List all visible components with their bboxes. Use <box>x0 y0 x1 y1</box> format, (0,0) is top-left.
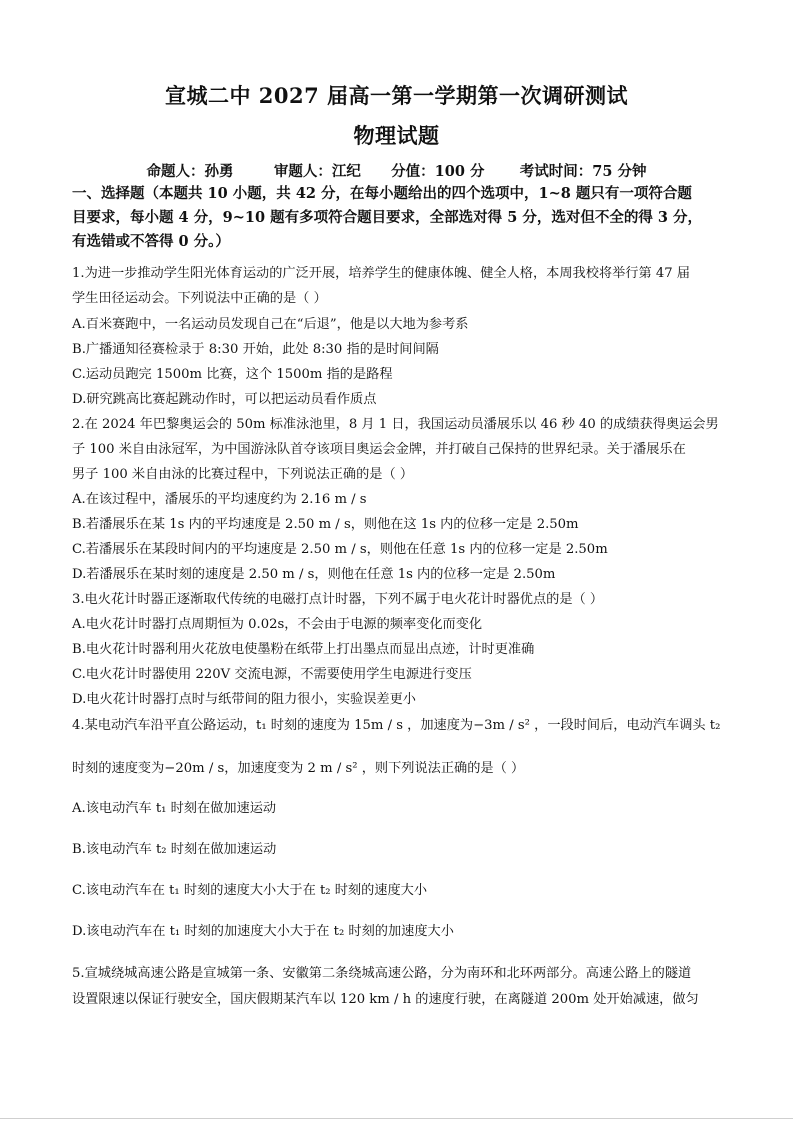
q3-option-d: D.电火花计时器打点时与纸带间的阻力很小，实验误差更小 <box>72 692 416 707</box>
section-instructions <box>72 182 732 254</box>
q4-option-a: A.该电动汽车 t₁ 时刻在做加速运动 <box>72 801 277 816</box>
q4-option-b: B.该电动汽车 t₂ 时刻在做加速运动 <box>72 842 277 857</box>
q4-option-d: D.该电动汽车在 t₁ 时刻的加速度大小大于在 t₂ 时刻的加速度大小 <box>72 924 454 939</box>
q3-option-c: C.电火花计时器使用 220V 交流电源，不需要使用学生电源进行变压 <box>72 667 472 682</box>
section-line-2: 目要求，每小题 4 分，9~10 题有多项符合题目要求，全部选对得 5 分，选对但不全的得 3 分， <box>72 209 703 226</box>
exam-title: 宣城二中 2027 届高一第一学期第一次调研测试 <box>164 83 629 108</box>
q2-stem-line-1: 2.在 2024 年巴黎奥运会的 50m 标准泳池里，8 月 1 日，我国运动员潘展乐以 46 秒 40 的成绩获得奥运会男 <box>72 417 719 432</box>
q1-option-b: B.广播通知径赛检录于 8:30 开始，此处 8:30 指的是时间间隔 <box>72 342 439 357</box>
q2-stem-line-3: 男子 100 米自由泳的比赛过程中，下列说法正确的是（ ） <box>72 467 414 482</box>
q5-stem-line-1: 5.宣城绕城高速公路是宣城第一条、安徽第二条绕城高速公路，分为南环和北环两部分。高速公路上的隧道 <box>72 966 692 981</box>
q2-option-c: C.若潘展乐在某段时间内的平均速度是 2.50 m / s，则他在任意 1s 内的位移一定是 2.50m <box>72 542 608 557</box>
q1-option-c: C.运动员跑完 1500m 比赛，这个 1500m 指的是路程 <box>72 367 393 382</box>
q1-stem-line-2: 学生田径运动会。下列说法中正确的是（ ） <box>72 291 327 306</box>
q4-stem-line-1: 4.某电动汽车沿平直公路运动，t₁ 时刻的速度为 15m / s ，加速度为−3m / s² ，一段时间后，电动汽车调头 t₂ <box>72 718 721 733</box>
q4-stem-line-2: 时刻的速度变为−20m / s，加速度变为 2 m / s² ，则下列说法正确的是（ ） <box>72 761 525 776</box>
q4-option-c: C.该电动汽车在 t₁ 时刻的速度大小大于在 t₂ 时刻的速度大小 <box>72 883 428 898</box>
section-line-1: 一、选择题（本题共 10 小题，共 42 分，在每小题给出的四个选项中，1~8 题只有一项符合题 <box>72 185 692 202</box>
q1-option-d: D.研究跳高比赛起跳动作时，可以把运动员看作质点 <box>72 392 377 407</box>
exam-subtitle: 物理试题 <box>353 123 440 148</box>
q5-stem-line-2: 设置限速以保证行驶安全，国庆假期某汽车以 120 km / h 的速度行驶，在离隧道 200m 处开始减速，做匀 <box>72 992 699 1007</box>
q3-stem: 3.电火花计时器正逐渐取代传统的电磁打点计时器，下列不属于电火花计时器优点的是（ ） <box>72 592 604 607</box>
exam-meta: 命题人：孙勇 审题人：江纪 分值：100 分 考试时间：75 分钟 <box>146 163 647 180</box>
page-bottom-divider <box>0 1118 793 1119</box>
q2-option-b: B.若潘展乐在某 1s 内的平均速度是 2.50 m / s，则他在这 1s 内的位移一定是 2.50m <box>72 517 579 532</box>
q3-option-a: A.电火花计时器打点周期恒为 0.02s，不会由于电源的频率变化而变化 <box>72 617 483 632</box>
q2-stem-line-2: 子 100 米自由泳冠军，为中国游泳队首夺该项目奥运会金牌，并打破自己保持的世界纪录。关于潘展乐在 <box>72 442 686 457</box>
q1-stem-line-1: 1.为进一步推动学生阳光体育运动的广泛开展，培养学生的健康体魄、健全人格，本周我校将举行第 47 届 <box>72 266 690 281</box>
section-line-3: 有选错或不答得 0 分。） <box>72 233 230 250</box>
q3-option-b: B.电火花计时器利用火花放电使墨粉在纸带上打出墨点而显出点迹，计时更准确 <box>72 642 535 657</box>
q2-option-a: A.在该过程中，潘展乐的平均速度约为 2.16 m / s <box>72 492 367 507</box>
q1-option-a: A.百米赛跑中，一名运动员发现自己在“后退”，他是以大地为参考系 <box>72 317 469 332</box>
q2-option-d: D.若潘展乐在某时刻的速度是 2.50 m / s，则他在任意 1s 内的位移一定是 2.50m <box>72 567 556 582</box>
